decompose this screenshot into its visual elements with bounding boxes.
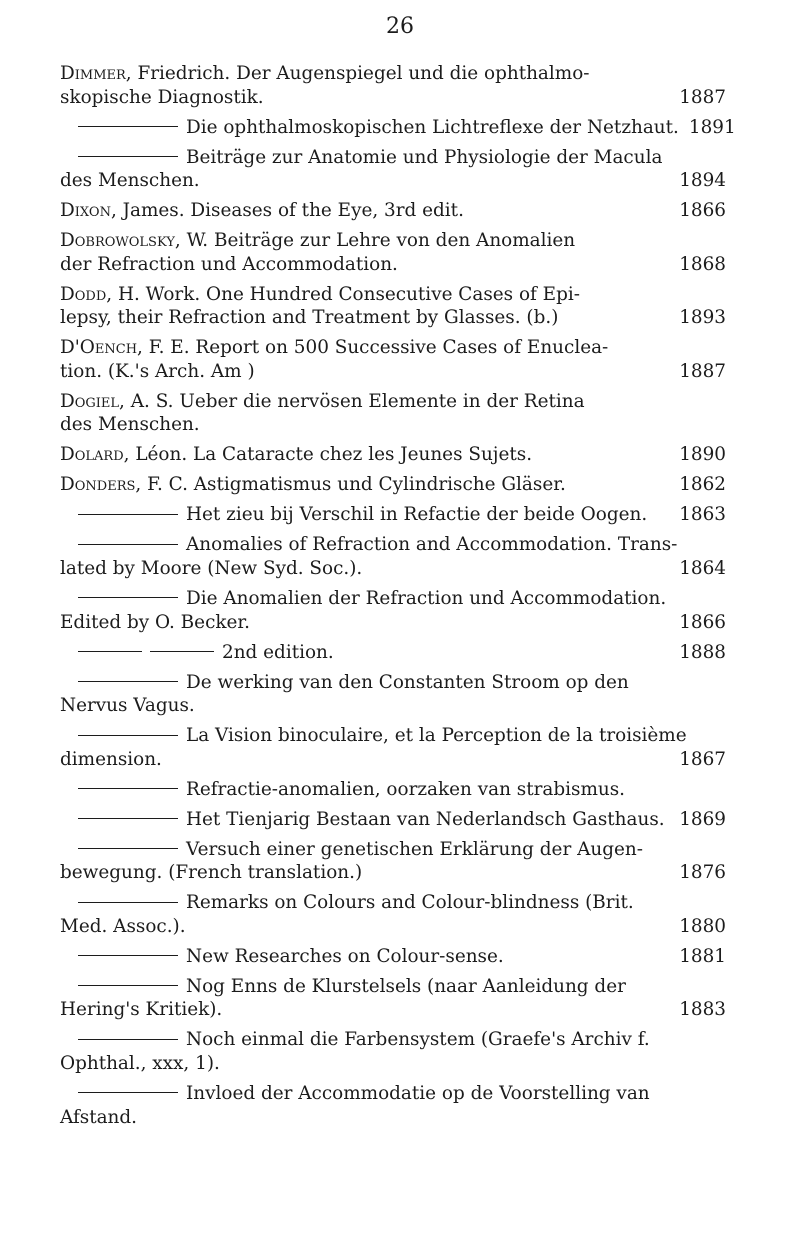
entry-year: 1887 <box>679 360 726 382</box>
bibliography-entry <box>60 838 726 885</box>
entry-text: Het Tienjarig Bestaan van Nederlandsch Gasthaus. <box>186 808 665 830</box>
bibliography-entry <box>60 808 726 832</box>
bibliography-entry <box>60 587 726 634</box>
bibliography-entry <box>60 283 726 330</box>
entry-text-line2: Med. Assoc.). <box>60 915 186 937</box>
entry-author: Donders <box>60 474 136 496</box>
entry-author: Dimmer <box>60 63 126 84</box>
bibliography-entry <box>60 1082 726 1129</box>
page-number: 26 <box>386 14 414 39</box>
entry-year: 1894 <box>679 170 726 192</box>
bibliography-entry <box>60 724 726 771</box>
entry-author: Dolard <box>60 444 124 466</box>
entry-text: De werking van den Constanten Stroom op den <box>186 671 629 693</box>
entry-year: 1888 <box>679 641 726 663</box>
entry-text-line2: Edited by O. Becker. <box>60 611 251 633</box>
entry-year: 1890 <box>679 444 726 466</box>
entry-text: Invloed der Accommodatie op de Voorstelling van <box>186 1082 650 1104</box>
entry-text: Refractie-anomalien, oorzaken van strabismus. <box>186 778 626 800</box>
bibliography-entry <box>60 533 726 580</box>
entry-year: 1868 <box>679 253 726 275</box>
ditto-dash <box>78 651 142 652</box>
bibliography-entry <box>60 229 726 276</box>
bibliography-entry <box>60 473 726 497</box>
entry-text: Het zieu bij Verschil in Refactie der beide Oogen. <box>186 504 648 526</box>
bibliography-entry <box>60 945 726 969</box>
ditto-dash <box>78 955 178 956</box>
bibliography-entry <box>60 116 736 140</box>
entry-text: Nog Enns de Klurstelsels (naar Aanleidung der <box>186 975 626 997</box>
entry-author: Dixon <box>60 200 111 222</box>
entry-year: 1864 <box>679 557 726 579</box>
entry-text: La Vision binoculaire, et la Perception de la troisième <box>186 725 687 747</box>
bibliography-entry <box>60 503 726 527</box>
entry-author: D'Oench <box>60 337 138 359</box>
entry-text-line2: bewegung. (French translation.) <box>60 862 363 884</box>
bibliography-entry <box>60 62 726 109</box>
ditto-dash <box>78 985 178 986</box>
entry-year: 1887 <box>679 86 726 108</box>
entry-year: 1862 <box>679 474 726 496</box>
entry-year: 1863 <box>679 504 726 526</box>
ditto-dash <box>78 788 178 789</box>
entry-text: Die Anomalien der Refraction und Accommodation. <box>186 587 667 609</box>
ditto-dash <box>78 156 178 157</box>
ditto-dash <box>78 1039 178 1040</box>
ditto-dash <box>150 651 214 652</box>
entry-text-line2: Nervus Vagus. <box>60 695 195 717</box>
entry-text-line2: dimension. <box>60 748 162 770</box>
entry-text: , A. S. Ueber die nervösen Elemente in der Retina <box>119 390 585 412</box>
bibliography-entry <box>60 778 726 802</box>
entry-year: 1869 <box>679 808 726 830</box>
entry-text-line2: lepsy, their Refraction and Treatment by Glasses. (b.) <box>60 307 559 329</box>
ditto-dash <box>78 544 178 545</box>
entry-year: 1893 <box>679 307 726 329</box>
entry-text: , W. Beiträge zur Lehre von den Anomalien <box>174 230 576 252</box>
entry-year: 1876 <box>679 862 726 884</box>
entry-author: Dodd <box>60 283 107 305</box>
entry-text-line2: Afstand. <box>60 1106 138 1128</box>
entry-text-line2: der Refraction und Accommodation. <box>60 253 398 275</box>
entry-text: , Léon. La Cataracte chez les Jeunes Sujets. <box>123 444 533 466</box>
bibliography-entry <box>60 390 726 437</box>
entry-year: 1866 <box>679 611 726 633</box>
entry-text: , H. Work. One Hundred Consecutive Cases of Epi- <box>106 283 580 305</box>
bibliography-entry <box>60 975 726 1022</box>
ditto-dash <box>78 514 178 515</box>
entry-year: 1891 <box>688 116 736 138</box>
bibliography-entry <box>60 199 726 223</box>
ditto-dash <box>78 848 178 849</box>
ditto-dash <box>78 735 178 736</box>
entry-text-line2: lated by Moore (New Syd. Soc.). <box>60 557 363 579</box>
entry-text: Noch einmal die Farbensystem (Graefe's Archiv f. <box>186 1029 650 1051</box>
entry-text: Remarks on Colours and Colour-blindness (Brit. <box>186 892 634 914</box>
entry-year: 1883 <box>679 999 726 1021</box>
entry-year: 1867 <box>679 748 726 770</box>
ditto-dash <box>78 818 178 819</box>
ditto-dash <box>78 1092 178 1093</box>
entry-text: 2nd edition. <box>222 641 334 663</box>
entry-text-line2: Hering's Kritiek). <box>60 999 223 1021</box>
bibliography-entry <box>60 146 726 193</box>
entry-text: , F. C. Astigmatismus und Cylindrische Gläser. <box>135 474 566 496</box>
entry-text: Versuch einer genetischen Erklärung der Augen- <box>186 838 643 860</box>
ditto-dash <box>78 597 178 598</box>
entry-author: Dogiel <box>60 390 120 412</box>
bibliography-entry <box>60 443 726 467</box>
bibliography-entry <box>60 641 726 665</box>
ditto-dash <box>78 681 178 682</box>
bibliography-list <box>60 62 736 1136</box>
bibliography-entry <box>60 891 726 938</box>
entry-year: 1881 <box>679 945 726 967</box>
entry-text: , F. E. Report on 500 Successive Cases of Enuclea- <box>137 337 609 359</box>
bibliography-entry <box>60 671 726 718</box>
ditto-dash <box>78 126 178 127</box>
entry-text-line2: des Menschen. <box>60 414 200 436</box>
entry-text: New Researches on Colour-sense. <box>186 945 504 967</box>
entry-text: Anomalies of Refraction and Accommodation. Trans- <box>186 534 678 556</box>
entry-text-line2: skopische Diagnostik. <box>60 86 264 108</box>
entry-year: 1880 <box>679 915 726 937</box>
entry-year: 1866 <box>679 200 726 222</box>
entry-text-line2: tion. (K.'s Arch. Am ) <box>60 360 255 382</box>
entry-text: Die ophthalmoskopischen Lichtreflexe der Netzhaut. <box>186 116 679 138</box>
bibliography-entry <box>60 336 726 383</box>
entry-text: , James. Diseases of the Eye, 3rd edit. <box>110 200 464 222</box>
entry-author: Dobrowolsky <box>60 230 175 252</box>
entry-text-line2: des Menschen. <box>60 170 200 192</box>
entry-text: , Friedrich. Der Augenspiegel und die ophthalmo- <box>125 63 590 84</box>
entry-text: Beiträge zur Anatomie und Physiologie der Macula <box>186 146 663 168</box>
bibliography-entry <box>60 1028 726 1075</box>
ditto-dash <box>78 902 178 903</box>
entry-text-line2: Ophthal., xxx, 1). <box>60 1052 220 1074</box>
